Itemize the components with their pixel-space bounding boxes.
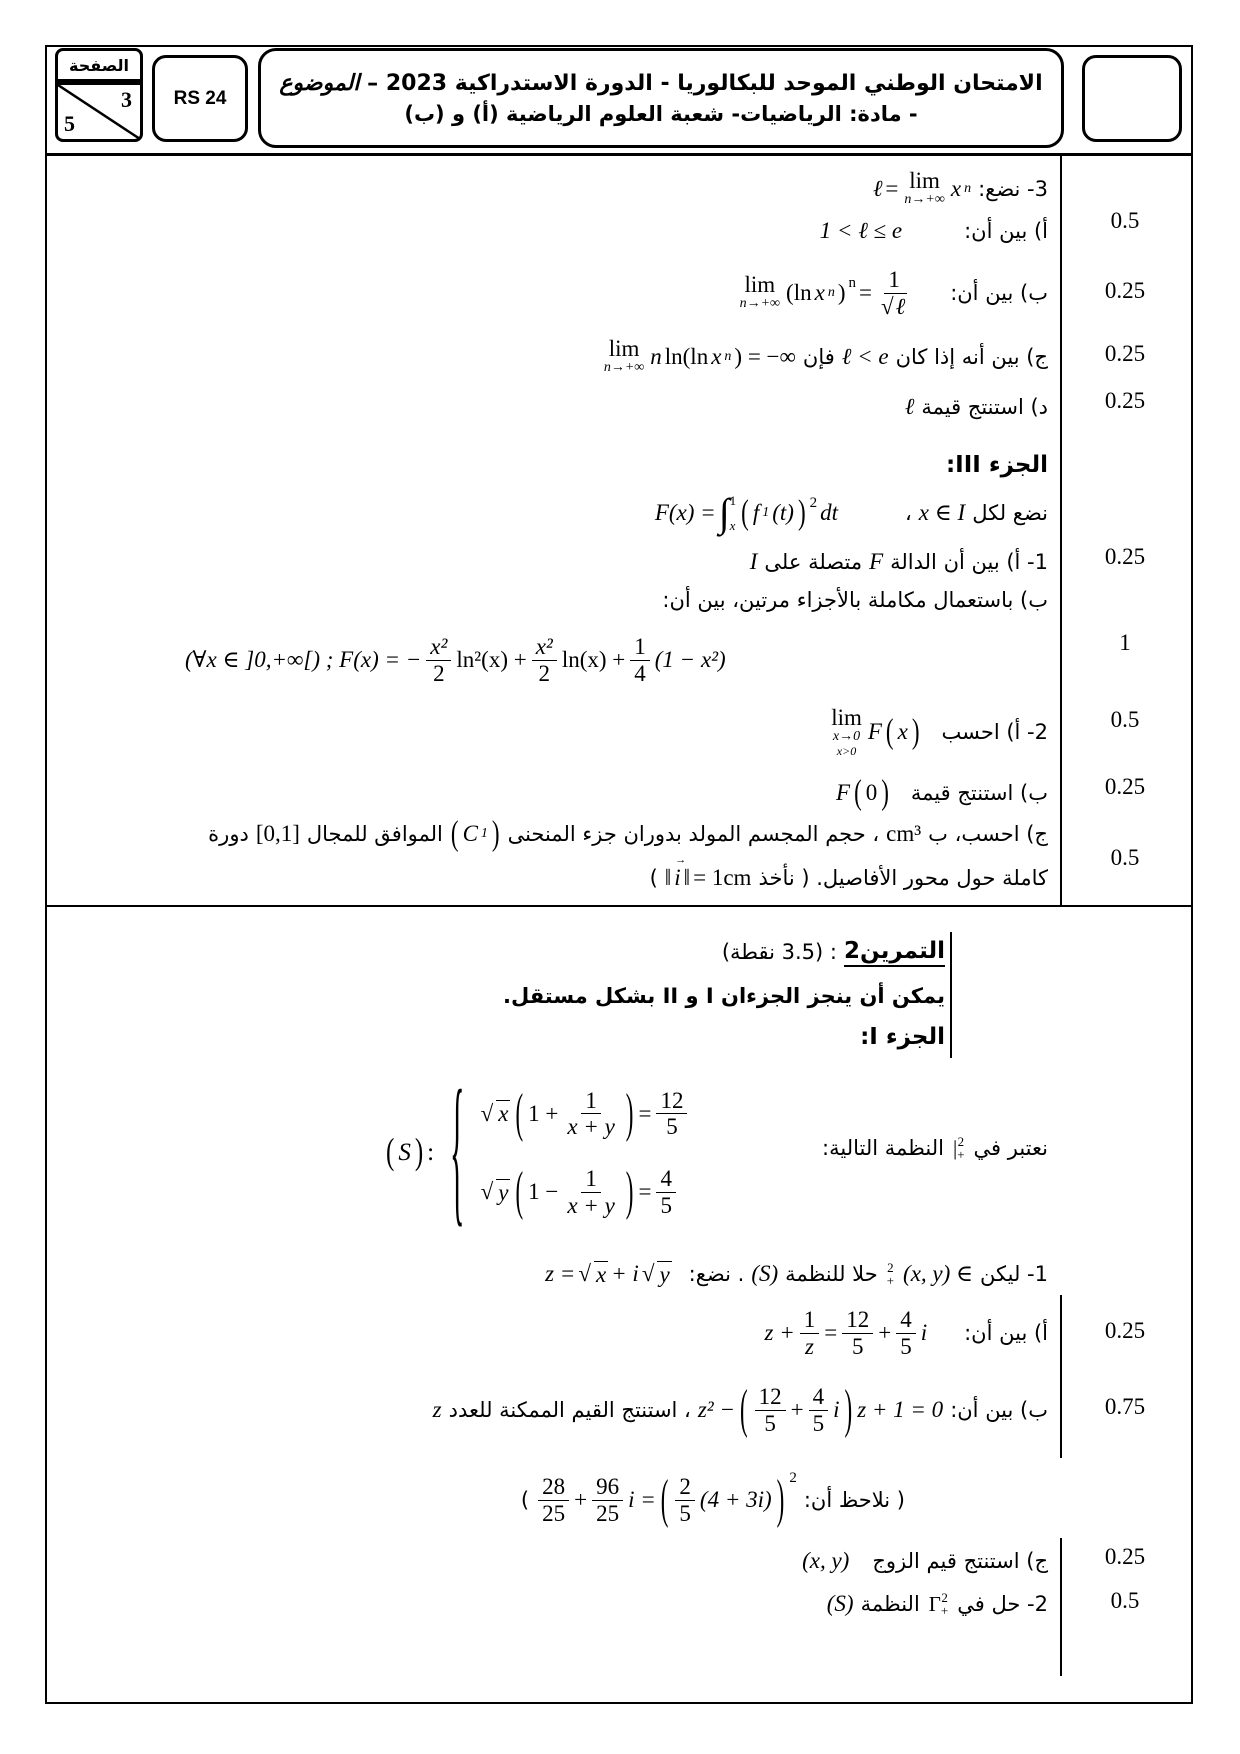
math-fragment: x>0 — [836, 743, 857, 758]
math-fragment: z + 1 = 0 — [857, 1397, 944, 1422]
p3-q2a-formula — [828, 706, 920, 759]
unit-cm3: cm³ — [886, 821, 922, 846]
fraction — [538, 1474, 569, 1527]
p3-q2c-text3: دورة — [208, 822, 249, 846]
real-set-symbol — [887, 1261, 894, 1287]
title-subject-word: الموضوع — [279, 70, 360, 96]
math-fragment: 2 — [789, 1469, 797, 1486]
p3-q2b-formula — [836, 773, 890, 811]
math-fragment: = — [638, 1179, 652, 1205]
math-fragment: 96 — [592, 1474, 623, 1501]
paren: ( — [741, 493, 749, 531]
p3-q1a-line — [750, 545, 1048, 579]
lim-block — [904, 169, 944, 208]
paren: ) — [881, 773, 889, 811]
p3-q1b-label: ب) باستعمال مكاملة بالأجزاء مرتين، بين أن: — [662, 588, 1048, 612]
math-fragment: lim — [744, 272, 776, 298]
exercise2-note: يمكن أن ينجز الجزءان I و II بشكل مستقل. — [502, 984, 945, 1008]
p3-q2c-line1 — [208, 815, 1048, 853]
q3c-label: ج) بين أنه إذا كان — [895, 345, 1048, 369]
page-word-box — [55, 48, 143, 82]
math-F: F — [869, 549, 884, 574]
p3-q2a-line — [828, 700, 1048, 764]
e2-q1c-line — [802, 1543, 1048, 1579]
math-fragment: (∀x ∈ ]0,+∞[) ; F(x) = − — [185, 647, 422, 672]
fraction — [755, 1384, 786, 1437]
pair-symbol: (x, y) — [802, 1548, 850, 1573]
q3d-line — [905, 390, 1048, 424]
integral-bounds — [730, 492, 737, 534]
page-word: الصفحة — [69, 55, 130, 75]
e2-q1b-formula — [697, 1379, 944, 1439]
exercise2-heading-rule — [950, 932, 952, 1058]
score-column-divider-3 — [1060, 1538, 1062, 1676]
e2-q1-line — [545, 1252, 1048, 1296]
score-p3-q1a: 0.25 — [1104, 544, 1146, 569]
math-fragment: 5 — [851, 1333, 864, 1359]
fraction — [656, 1088, 687, 1141]
math-fragment: F(x) = — [654, 500, 716, 525]
math-fragment: dt — [820, 500, 838, 525]
radical-sign: √ — [480, 1100, 494, 1126]
q3c-condition: ℓ < e — [841, 344, 889, 369]
math-fragment: + — [957, 1147, 965, 1162]
math-fragment: 2 — [941, 1590, 948, 1605]
math-fragment: S — [398, 1139, 411, 1166]
math-fragment: ) — [837, 280, 846, 305]
math-fragment: + — [940, 1603, 949, 1618]
math-fragment: = — [824, 1320, 838, 1345]
math-fragment: z² − — [697, 1397, 735, 1422]
math-fragment: 1 — [729, 493, 737, 508]
norm-formula — [664, 854, 752, 891]
e2-q1a-line — [765, 1300, 1048, 1366]
p3-q2c-line2 — [649, 854, 1048, 898]
math-fragment: (t) — [772, 500, 794, 525]
system-ref: (S) — [751, 1261, 779, 1286]
score-e2-q1b: 0.75 — [1104, 1394, 1146, 1419]
q3c-line — [601, 330, 1048, 384]
p3-q2a-label: 2- أ) احسب — [941, 720, 1048, 744]
p3-q2c-text2: الموافق للمجال — [306, 822, 443, 846]
score-p3-q2c: 0.5 — [1110, 845, 1140, 870]
system-ref: (S) — [826, 1591, 854, 1616]
p3-q2c-text4: كاملة حول محور الأفاصيل. ( نأخذ — [758, 866, 1048, 890]
math-fragment: 1 — [581, 1166, 601, 1193]
close-paren: ) — [649, 866, 658, 890]
fraction — [532, 634, 557, 687]
paren: ) — [911, 712, 920, 750]
math-fragment: 5 — [764, 1410, 776, 1436]
math-fragment: x — [595, 1261, 607, 1287]
q3-label: 3- نضع: — [978, 177, 1048, 201]
radical-sign: √ — [578, 1261, 591, 1286]
math-fragment: 1 — [800, 1307, 820, 1334]
math-fragment: x² — [532, 634, 557, 661]
fraction — [656, 1166, 676, 1219]
score-e2-q1c: 0.25 — [1104, 1544, 1146, 1569]
math-fragment: 12 — [755, 1384, 786, 1411]
e2-q1c-label: ج) استنتج قيم الزوج — [872, 1549, 1048, 1573]
math-fragment: + — [886, 1273, 895, 1288]
math-fragment: 1 — [581, 1088, 601, 1115]
radical-sign: √ — [480, 1179, 494, 1205]
paren: ( — [660, 1469, 669, 1529]
math-fragment: ln(x) + — [561, 647, 626, 672]
math-fragment: : — [427, 1139, 435, 1166]
math-fragment: x — [950, 176, 962, 201]
math-fragment: x — [711, 344, 722, 369]
lim-block — [604, 337, 644, 376]
exercise2-title: التمرين2 — [844, 938, 945, 967]
part3-title-text: الجزء III: — [945, 452, 1048, 478]
fraction — [877, 267, 911, 320]
paren: ) — [625, 1161, 634, 1221]
math-fragment: lim — [831, 704, 862, 730]
math-fragment: 2 — [675, 1474, 695, 1501]
q3d-ell: ℓ — [904, 394, 915, 419]
math-fragment: x + y — [567, 1114, 615, 1140]
math-fragment: 12 — [842, 1307, 873, 1334]
z-definition — [545, 1261, 672, 1288]
fraction — [800, 1307, 820, 1360]
math-fragment: (ln — [786, 280, 812, 305]
exercise2-title-line — [722, 933, 945, 971]
q3b-formula — [737, 267, 914, 320]
system-intro-line — [822, 1128, 1048, 1168]
math-fragment: (1 − x²) — [654, 647, 726, 672]
exam-title-line1 — [279, 71, 1042, 96]
comma: ، — [905, 501, 912, 525]
paren: ( — [450, 814, 459, 852]
part1-title: الجزء I: — [860, 1024, 945, 1050]
title-text: الامتحان الوطني الموحد للبكالوريا - الدورة الاستدراكية 2023 – — [367, 70, 1043, 96]
q3a-label: أ) بين أن: — [964, 219, 1048, 243]
math-fragment: ℓ — [895, 293, 906, 319]
score-p3-q2b: 0.25 — [1104, 774, 1146, 799]
exercise-divider — [45, 905, 1193, 907]
math-fragment: 4 — [809, 1384, 829, 1411]
system-eq1 — [480, 1083, 690, 1142]
p3-q2c-text1: ، حجم المجسم المولد بدوران جزء المنحنى — [507, 822, 880, 846]
q3b-label: ب) بين أن: — [950, 281, 1048, 305]
remark-line — [521, 1458, 905, 1542]
math-fragment: = — [858, 280, 872, 305]
fraction — [842, 1307, 873, 1360]
math-fragment: 5 — [812, 1410, 825, 1436]
part3-setup-line — [655, 487, 1048, 539]
math-fragment: i — [833, 1397, 840, 1422]
math-fragment: n — [650, 344, 662, 369]
p3-q1b-line — [662, 583, 1048, 617]
part1-title-line — [860, 1020, 945, 1054]
fraction — [630, 634, 650, 687]
lim-block — [831, 706, 862, 759]
math-fragment: 2 — [538, 660, 551, 686]
part3-title — [946, 448, 1048, 482]
math-fragment: ℓ — [872, 176, 883, 201]
math-fragment: 25 — [596, 1500, 620, 1526]
math-fragment: ) = −∞ — [734, 344, 796, 369]
paren: ( — [386, 1132, 395, 1173]
p3-q2c-label: ج) احسب، ب — [928, 822, 1048, 846]
norm-bars: ‖ — [664, 865, 672, 890]
math-fragment: n — [964, 181, 972, 196]
lim-block — [740, 273, 780, 312]
exam-code-box — [152, 55, 248, 142]
math-fragment: 5 — [679, 1500, 691, 1526]
math-fragment: x — [814, 280, 825, 305]
e2-q1a-formula — [765, 1307, 928, 1360]
math-fragment: 5 — [660, 1192, 672, 1218]
e2-q2-text2: النظمة — [860, 1592, 920, 1616]
page-number-box — [55, 82, 143, 142]
math-fragment: 1 — [762, 505, 770, 520]
p3-q1a-label: 1- أ) بين أن الدالة — [890, 550, 1048, 574]
q3c-formula — [601, 337, 796, 376]
q3a-formula: 1 < ℓ ≤ e — [819, 218, 903, 243]
p3-q1b-formula — [185, 625, 726, 695]
math-fragment: 4 — [656, 1166, 676, 1193]
math-fragment: 2 — [957, 1134, 965, 1149]
e2-q1b-line — [433, 1372, 1048, 1448]
fraction — [896, 1307, 916, 1360]
math-fragment: 5 — [900, 1333, 912, 1359]
math-fragment: 1 — [630, 634, 650, 661]
math-fragment: y — [659, 1261, 670, 1287]
setup-label: نضع لكل — [972, 501, 1048, 525]
math-fragment: 0 — [865, 780, 878, 805]
paren: ) — [491, 814, 500, 852]
paren: ( — [515, 1083, 524, 1142]
math-fragment: = — [638, 1100, 652, 1126]
page-total: 5 — [64, 111, 75, 136]
math-z: z — [432, 1397, 442, 1422]
math-fragment: lim — [608, 336, 640, 362]
math-fragment: n — [848, 274, 856, 291]
math-fragment: n — [724, 349, 732, 364]
fraction — [675, 1474, 695, 1527]
math-fragment: lim — [909, 168, 940, 194]
q3b-line — [737, 258, 1048, 328]
paren: ( — [515, 1161, 524, 1221]
paren: ) — [414, 1132, 424, 1173]
fraction — [563, 1088, 618, 1141]
math-fragment: n→+∞ — [739, 296, 781, 312]
formula-F-expression — [185, 634, 726, 687]
e2-q1-text1: 1- ليكن — [980, 1262, 1048, 1286]
remark-close: ) — [520, 1488, 530, 1512]
system-block — [385, 1058, 689, 1248]
math-fragment: F — [867, 718, 882, 744]
math-fragment: 2 — [809, 494, 818, 511]
score-column-divider-2 — [1060, 1295, 1062, 1458]
math-fragment: 4 — [896, 1307, 916, 1334]
math-fragment: F — [836, 780, 851, 805]
math-fragment: + — [790, 1397, 804, 1422]
score-p3-q1b: 1 — [1119, 630, 1131, 655]
fraction — [809, 1384, 829, 1437]
paren: ) — [797, 493, 806, 531]
e2-q1b-label: ب) بين أن: — [950, 1398, 1048, 1422]
math-fragment: 1 — [480, 826, 488, 841]
math-fragment: n→+∞ — [603, 360, 645, 376]
real-set-symbol — [953, 1135, 965, 1161]
math-fragment: + i — [611, 1261, 639, 1286]
radical-sign: √ — [880, 293, 894, 319]
norm-bars: ‖ — [683, 865, 691, 890]
system-equations — [480, 1083, 690, 1221]
remark-open: ( نلاحظ أن: — [803, 1488, 905, 1512]
paren: ( — [739, 1379, 748, 1439]
math-fragment: x — [498, 1101, 509, 1127]
q3-formula — [873, 169, 971, 208]
header-divider — [45, 153, 1193, 156]
r-bar-glyph: Γ — [928, 1591, 941, 1616]
fraction — [426, 634, 451, 687]
i-vector — [674, 854, 687, 891]
paren: ( — [854, 773, 862, 811]
math-fragment: = 1cm — [693, 865, 752, 890]
math-fragment: i — [920, 1320, 928, 1345]
math-fragment: x² — [426, 634, 451, 661]
math-fragment: + — [574, 1487, 588, 1512]
math-fragment: + — [878, 1320, 892, 1345]
math-fragment: 1 — [884, 267, 904, 294]
score-p3-q2a: 0.5 — [1110, 707, 1140, 732]
r-bar-glyph: | — [952, 1135, 958, 1160]
math-fragment: = — [885, 176, 899, 201]
math-fragment: 2 — [433, 660, 445, 686]
math-fragment: n — [827, 285, 835, 300]
system-intro-b: النظمة التالية: — [822, 1136, 944, 1160]
math-fragment: 1 + — [528, 1100, 559, 1126]
math-fragment: i = — [628, 1487, 656, 1512]
system-eq2 — [480, 1161, 690, 1221]
pair-symbol: (x, y) ∈ — [903, 1261, 974, 1286]
math-fragment: 28 — [538, 1474, 569, 1501]
math-fragment: z + — [764, 1320, 795, 1345]
q3-line — [867, 163, 1048, 215]
math-fragment: (4 + 3i) — [699, 1487, 772, 1512]
q3a-line — [820, 213, 1048, 249]
score-q3d: 0.25 — [1104, 388, 1146, 413]
p3-q2b-label: ب) استنتج قيمة — [910, 781, 1048, 805]
math-fragment: 1 − — [528, 1179, 559, 1205]
e2-q1b-text: ، استنتج القيم الممكنة للعدد — [448, 1398, 691, 1422]
score-q3b: 0.25 — [1104, 278, 1146, 303]
math-fragment: x — [897, 718, 908, 744]
math-fragment: 2 — [887, 1260, 894, 1275]
system-name — [385, 1132, 435, 1173]
exercise2-note-line — [503, 979, 945, 1013]
exam-title-line2: - مادة: الرياضيات- شعبة العلوم الرياضية (أ) و (ب) — [404, 101, 918, 126]
vector-arrow: → — [675, 854, 687, 866]
radical-sign: √ — [641, 1261, 655, 1286]
paren: ) — [625, 1083, 634, 1142]
score-column-divider-1 — [1060, 156, 1062, 905]
score-q3c: 0.25 — [1104, 341, 1146, 366]
math-fragment: z — [805, 1333, 814, 1359]
math-fragment: 5 — [666, 1114, 678, 1140]
q3c-then: فإن — [802, 345, 835, 369]
integral-sign: ∫ — [718, 490, 730, 535]
score-q3a: 0.5 — [1110, 208, 1140, 233]
r-exponents — [957, 1135, 964, 1161]
q3d-label: د) استنتج قيمة — [921, 395, 1048, 419]
system-intro-a: نعتبر في — [973, 1136, 1048, 1160]
r-exponents — [887, 1261, 894, 1287]
exam-code: RS 24 — [173, 87, 227, 109]
e2-q1-text2: حلا للنظمة — [785, 1262, 878, 1286]
e2-q2-line — [827, 1585, 1048, 1623]
remark-formula — [536, 1469, 797, 1529]
real-set-symbol — [929, 1591, 948, 1617]
math-fragment: x — [729, 518, 736, 533]
e2-q1a-label: أ) بين أن: — [964, 1321, 1048, 1345]
math-fragment: x + y — [567, 1192, 615, 1218]
reserved-box — [1082, 55, 1182, 142]
math-fragment: f — [752, 500, 760, 525]
math-fragment: x→0 — [832, 728, 861, 744]
page-current: 3 — [121, 87, 132, 112]
math-fragment: y — [498, 1179, 509, 1205]
p3-q2b-line — [836, 773, 1048, 813]
r-exponents — [941, 1591, 948, 1617]
system-brace: { — [450, 1057, 465, 1243]
math-fragment: ln(ln — [664, 344, 709, 369]
e2-q1-text3: . نضع: — [688, 1262, 745, 1286]
math-fragment: z = — [545, 1261, 576, 1286]
p3-q1a-mid: متصلة على — [764, 550, 863, 574]
math-fragment: C — [462, 821, 478, 846]
math-I: I — [749, 549, 758, 574]
score-e2-q2: 0.5 — [1110, 1588, 1140, 1613]
math-fragment: n→+∞ — [904, 192, 945, 208]
fraction — [563, 1166, 618, 1219]
math-fragment: i — [674, 865, 681, 890]
paren: ) — [844, 1379, 853, 1439]
setup-formula — [655, 492, 838, 534]
math-fragment: 4 — [634, 660, 646, 686]
setup-condition: x ∈ I — [918, 500, 966, 525]
exercise2-points: : (3.5 نقطة) — [721, 940, 837, 964]
paren: ) — [776, 1469, 785, 1529]
score-e2-q1a: 0.25 — [1104, 1318, 1146, 1343]
paren: ( — [885, 712, 894, 750]
exam-title-box — [258, 48, 1064, 148]
math-fragment: ln²(x) + — [456, 647, 527, 672]
interval: [0,1] — [255, 821, 300, 846]
math-fragment: 12 — [656, 1088, 687, 1115]
math-fragment: 25 — [542, 1500, 566, 1526]
e2-q2-text1: 2- حل في — [957, 1592, 1048, 1616]
curve-symbol — [450, 814, 501, 852]
fraction — [592, 1474, 623, 1527]
